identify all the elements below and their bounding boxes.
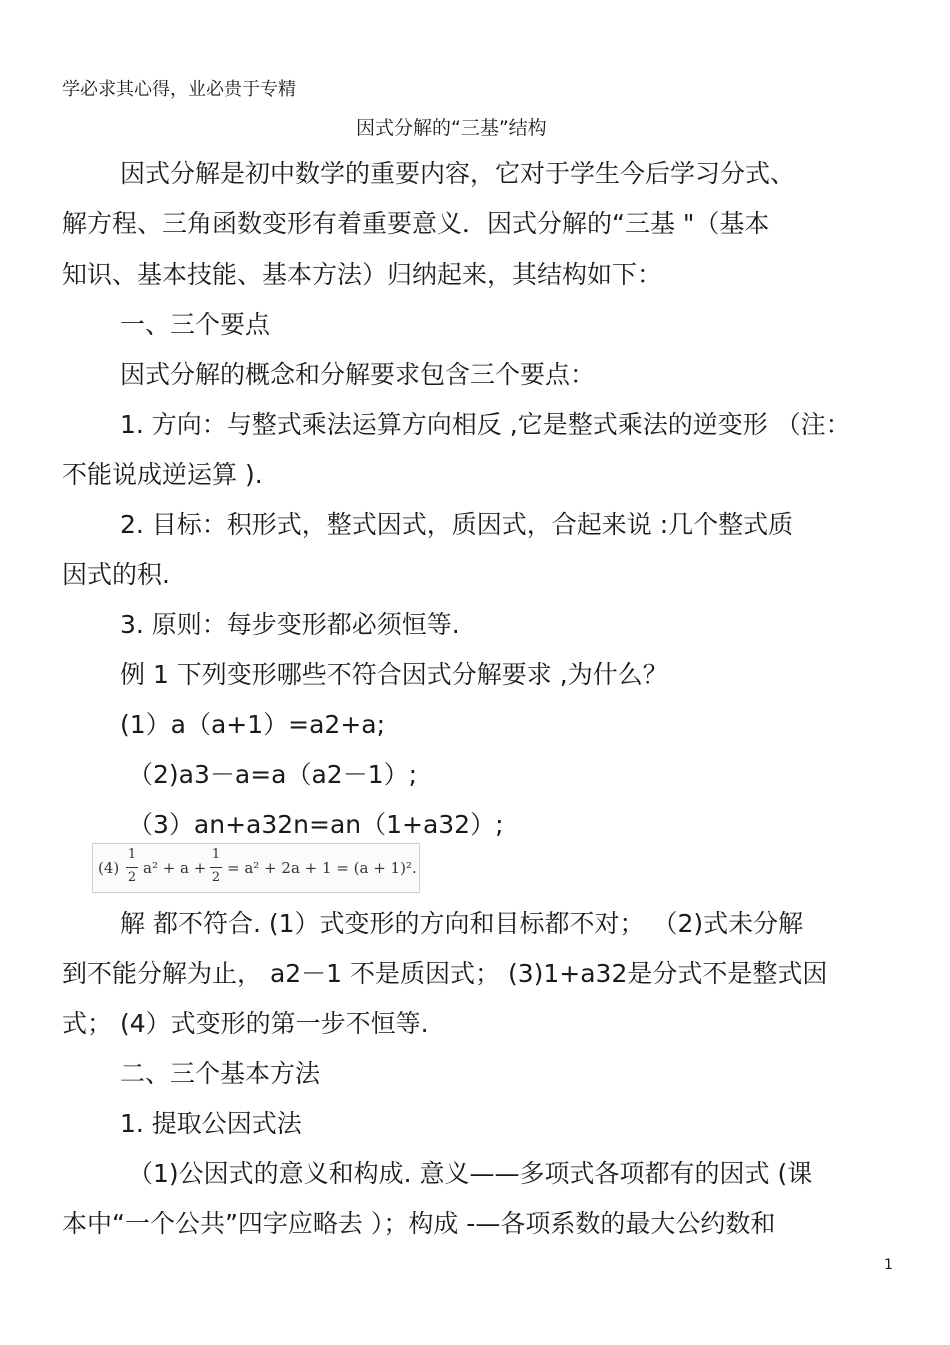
- paragraph-line-10: 3. 原则：每步变形都必须恒等.: [120, 610, 460, 639]
- formula-numerator-1: 1: [127, 847, 137, 862]
- paragraph-line-21: 本中“一个公共”四字应略去 ）；构成 -—各项系数的最大公约数和: [62, 1209, 776, 1238]
- paragraph-line-7: 不能说成逆运算 ).: [62, 460, 263, 489]
- formula-image-4: [92, 843, 420, 893]
- formula-middle: a² + a +: [143, 859, 207, 877]
- paragraph-line-3: 知识、基本技能、基本方法）归纳起来，其结构如下：: [62, 260, 663, 289]
- solution-line-2: 到不能分解为止， a2－1 不是质因式； (3)1+a32是分式不是整式因: [62, 959, 828, 988]
- document-title: 因式分解的“三基”结构: [356, 117, 547, 139]
- paragraph-line-6: 1. 方向：与整式乘法运算方向相反 ,它是整式乘法的逆变形 （注：: [120, 410, 851, 439]
- solution-line-3: 式； (4）式变形的第一步不恒等.: [62, 1009, 429, 1038]
- formula-denominator-2: 2: [211, 870, 221, 885]
- example-heading: 例 1 下列变形哪些不符合因式分解要求 ,为什么？: [120, 660, 668, 689]
- formula-rhs: = a² + 2a + 1 = (a + 1)².: [227, 859, 417, 877]
- subsection-heading: 1. 提取公因式法: [120, 1109, 302, 1138]
- section-heading-2: 二、三个基本方法: [120, 1059, 321, 1088]
- paragraph-line-20: （1)公因式的意义和构成. 意义——多项式各项都有的因式 (课: [128, 1159, 813, 1188]
- page-number: 1: [884, 1257, 893, 1273]
- paragraph-line-9: 因式的积.: [62, 560, 170, 589]
- formula-denominator-1: 2: [127, 870, 137, 885]
- fraction-bar-2: [210, 867, 222, 868]
- page-header: 学必求其心得，业必贵于专精: [62, 79, 296, 100]
- formula-label: (4): [98, 859, 120, 877]
- paragraph-line-5: 因式分解的概念和分解要求包含三个要点：: [120, 360, 596, 389]
- paragraph-line-2: 解方程、三角函数变形有着重要意义．因式分解的“三基 "（基本: [62, 209, 770, 238]
- paragraph-line-8: 2. 目标：积形式，整式因式，质因式，合起来说 :几个整式质: [120, 510, 794, 539]
- paragraph-line-1: 因式分解是初中数学的重要内容，它对于学生今后学习分式、: [120, 159, 796, 188]
- section-heading-1: 一、三个要点: [120, 310, 271, 339]
- example-item-2: （2)a3－a=a（a2－1）;: [128, 760, 418, 789]
- example-item-1: (1）a（a+1）=a2+a;: [120, 710, 386, 739]
- formula-numerator-2: 1: [211, 847, 221, 862]
- example-item-3: （3）an+a32n=an（1+a32）;: [128, 810, 504, 839]
- solution-line-1: 解 都不符合. (1）式变形的方向和目标都不对； （2)式未分解: [120, 909, 804, 938]
- fraction-bar-1: [126, 867, 138, 868]
